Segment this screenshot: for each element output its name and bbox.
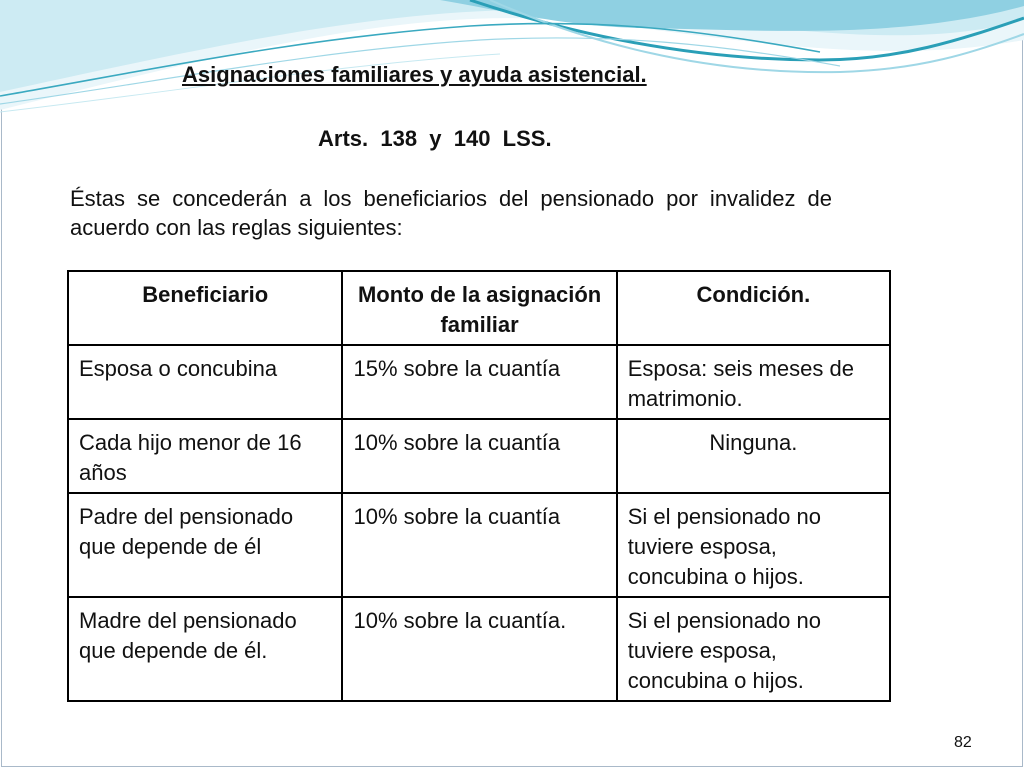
cell-beneficiario: Esposa o concubina [68, 345, 342, 419]
cell-monto: 10% sobre la cuantía. [342, 597, 616, 701]
cell-beneficiario: Madre del pensionado que depende de él. [68, 597, 342, 701]
table-row [68, 345, 890, 419]
cell-beneficiario: Cada hijo menor de 16 años [68, 419, 342, 493]
cell-monto: 10% sobre la cuantía [342, 493, 616, 597]
cell-condicion: Si el pensionado no tuviere esposa, concubina o hijos. [617, 493, 890, 597]
beneficiaries-table [67, 270, 891, 702]
table-row [68, 419, 890, 493]
table-header-row [68, 271, 890, 345]
cell-monto: 10% sobre la cuantía [342, 419, 616, 493]
page-number: 82 [954, 734, 972, 751]
header-monto: Monto de la asignación familiar [342, 271, 616, 345]
cell-condicion: Ninguna. [617, 419, 890, 493]
table-row [68, 493, 890, 597]
slide-subtitle: Arts. 138 y 140 LSS. [318, 126, 552, 151]
cell-condicion: Esposa: seis meses de matrimonio. [617, 345, 890, 419]
table-row [68, 597, 890, 701]
header-condicion: Condición. [617, 271, 890, 345]
cell-condicion: Si el pensionado no tuviere esposa, concubina o hijos. [617, 597, 890, 701]
cell-beneficiario: Padre del pensionado que depende de él [68, 493, 342, 597]
header-beneficiario: Beneficiario [68, 271, 342, 345]
cell-monto: 15% sobre la cuantía [342, 345, 616, 419]
slide-title: Asignaciones familiares y ayuda asistencial. [182, 62, 647, 87]
intro-paragraph: Éstas se concederán a los beneficiarios del pensionado por invalidez de acuerdo con las reglas siguientes: [70, 186, 832, 240]
